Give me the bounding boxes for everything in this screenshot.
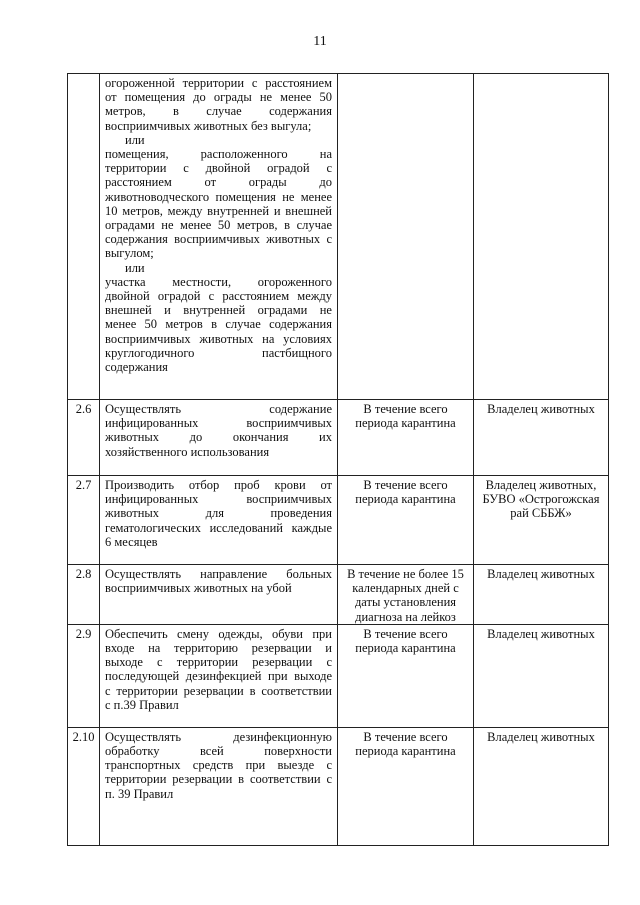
action-text-line: с территории резервации в соответствии: [105, 683, 332, 698]
action-text-line: п. 39 Правил: [105, 786, 174, 801]
action-cell: [100, 727, 338, 845]
deadline-cell: [338, 476, 474, 565]
table-row-continuation: [68, 74, 609, 400]
action-text-line: от помещения до ограды не менее 50: [105, 90, 332, 105]
responsible-cell: [474, 624, 609, 727]
deadline-text-line: периода карантина: [355, 416, 456, 431]
action-text-line: Производить отбор проб крови от: [105, 478, 332, 492]
action-text-line: территории резервации в соответствии с: [105, 772, 332, 787]
responsible-cell: [474, 74, 609, 400]
deadline-text-line: В течение всего: [363, 402, 448, 416]
table-row: [68, 565, 609, 625]
deadline-text-line: даты установления: [354, 595, 457, 610]
action-text-line: Осуществлять дезинфекционную: [105, 729, 332, 744]
action-text-line: инфицированных восприимчивых: [105, 416, 332, 431]
action-text-line: 10 метров, между внутренней и внешней: [105, 203, 332, 218]
action-text-line: животноводческого помещения не менее: [105, 189, 332, 204]
action-text-line: двойной оградой с расстоянием между: [105, 289, 332, 304]
responsible-text-line: Владелец животных,: [485, 478, 597, 492]
action-cell: [100, 624, 338, 727]
row-number-cell: [68, 727, 100, 845]
action-text-line: менее 50 метров в случае содержания: [105, 317, 332, 332]
action-text-line: восприимчивых животных на условиях: [105, 331, 332, 346]
action-text-line: с п.39 Правил: [105, 697, 179, 712]
responsible-cell: [474, 400, 609, 476]
row-number-cell: [68, 476, 100, 565]
action-text-line: огороженной территории с расстоянием: [105, 76, 332, 90]
action-text-line: гематологических исследований каждые: [105, 520, 332, 535]
responsible-cell: [474, 727, 609, 845]
action-cell: [100, 565, 338, 625]
action-cell: [100, 400, 338, 476]
responsible-cell: [474, 565, 609, 625]
row-number: 2.7: [75, 478, 92, 492]
row-number-cell: [68, 624, 100, 727]
responsible-text-line: рай СББЖ»: [510, 506, 572, 521]
deadline-text-line: В течение не более 15: [347, 567, 464, 581]
action-text-line: транспортных средств при выезде с: [105, 758, 332, 773]
action-text-line: животных для проведения: [105, 506, 332, 521]
deadline-cell: [338, 565, 474, 625]
action-text-line: восприимчивых животных на убой: [105, 581, 292, 596]
responsible-text-line: Владелец животных: [487, 402, 595, 416]
action-text-line: последующей дезинфекцией при выходе: [105, 669, 332, 684]
responsible-text-line: Владелец животных: [487, 626, 595, 641]
deadline-text-line: периода карантина: [355, 641, 456, 656]
deadline-text-line: календарных дней с: [352, 581, 459, 596]
row-number-cell: [68, 400, 100, 476]
action-cell: [100, 74, 338, 400]
action-text-line: содержания восприимчивых животных с: [105, 232, 332, 247]
responsible-text-line: Владелец животных: [487, 567, 595, 581]
action-text-line: выходе с территории резервации с: [105, 655, 332, 670]
deadline-cell: [338, 624, 474, 727]
action-text-line: метров, в случае содержания: [105, 104, 332, 119]
row-number: 2.9: [75, 626, 92, 641]
action-text-line: обработку всей поверхности: [105, 744, 332, 759]
row-number: 2.6: [75, 402, 92, 416]
responsible-text-line: БУВО «Острогожская: [482, 492, 600, 507]
action-text-line: территории с двойной оградой с: [105, 161, 332, 176]
action-text-line: восприимчивых животных без выгула;: [105, 118, 312, 133]
action-text-line: выгулом;: [105, 246, 154, 261]
table-row: [68, 400, 609, 476]
action-text-line: расстоянием от ограды до: [105, 175, 332, 190]
deadline-text-line: В течение всего: [363, 478, 448, 492]
row-number-cell: [68, 74, 100, 400]
table-row: [68, 476, 609, 565]
action-text-line: или: [125, 260, 145, 275]
deadline-text-line: В течение всего: [363, 729, 448, 744]
deadline-text-line: периода карантина: [355, 744, 456, 759]
deadline-text-line: диагноза на лейкоз: [355, 609, 456, 624]
row-number: 2.10: [72, 729, 95, 744]
action-text-line: хозяйственного использования: [105, 444, 270, 459]
action-text-line: Обеспечить смену одежды, обуви при: [105, 626, 332, 641]
action-cell: [100, 476, 338, 565]
action-text-line: входе на территорию резервации и: [105, 641, 332, 656]
deadline-text-line: периода карантина: [355, 492, 456, 507]
action-text-line: круглогодичного пастбищного: [105, 345, 332, 360]
action-text-line: или: [125, 132, 145, 147]
action-text-line: животных до окончания их: [105, 430, 332, 445]
action-text-line: внешней и внутренней оградами не: [105, 303, 332, 318]
page-number: 11: [313, 34, 327, 49]
responsible-cell: [474, 476, 609, 565]
table-row: [68, 624, 609, 727]
action-text-line: участка местности, огороженного: [105, 274, 332, 289]
row-number-cell: [68, 565, 100, 625]
action-text-line: инфицированных восприимчивых: [105, 492, 332, 507]
deadline-text-line: В течение всего: [363, 626, 448, 641]
action-text-line: содержания: [105, 360, 168, 375]
deadline-cell: [338, 400, 474, 476]
action-text-line: Осуществлять содержание: [105, 402, 332, 416]
row-number: 2.8: [75, 567, 92, 581]
table-row: [68, 727, 609, 845]
action-text-line: 6 месяцев: [105, 534, 158, 549]
deadline-cell: [338, 727, 474, 845]
action-text-line: оградами не менее 50 метров, в случае: [105, 218, 332, 233]
action-text-line: Осуществлять направление больных: [105, 567, 332, 581]
action-text-line: помещения, расположенного на: [105, 147, 332, 162]
deadline-cell: [338, 74, 474, 400]
responsible-text-line: Владелец животных: [487, 729, 595, 744]
measures-table: [67, 73, 609, 846]
